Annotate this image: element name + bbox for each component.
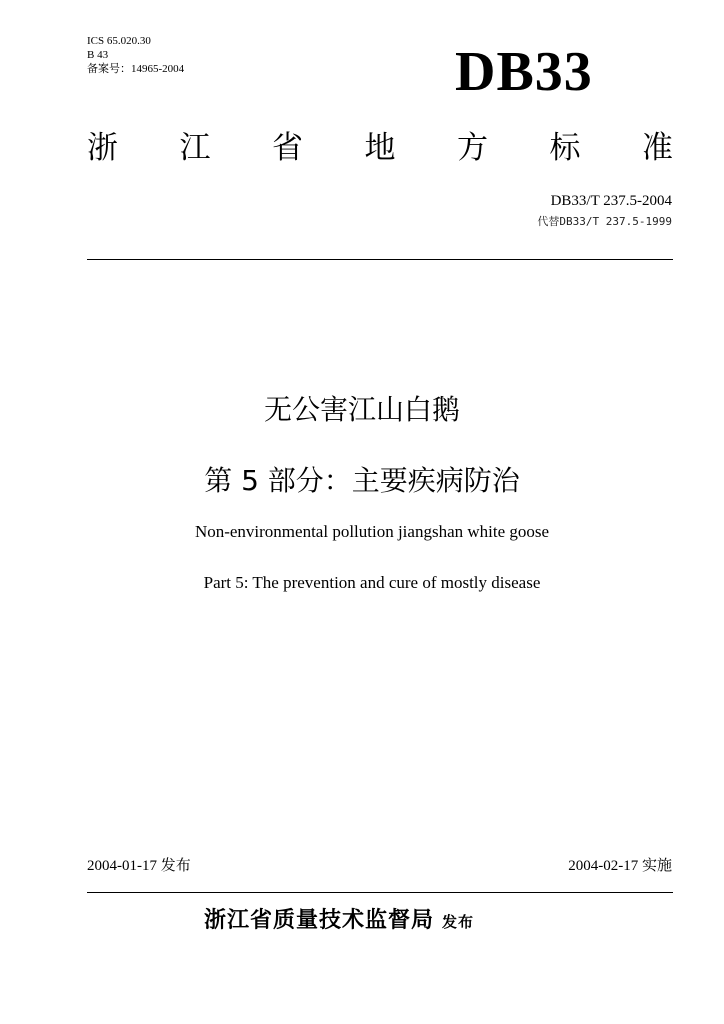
ics-code: ICS 65.020.30 — [87, 35, 151, 47]
standard-type-heading — [87, 128, 673, 168]
title-english: Non-environmental pollution jiangshan white goose — [194, 522, 550, 541]
title-chinese: 无公害江山白鹅 — [263, 393, 460, 426]
subtitle-english: Part 5: The prevention and cure of mostly disease — [203, 573, 541, 592]
bottom-divider — [87, 892, 673, 893]
standard-type-char: 浙 — [87, 130, 118, 166]
document-meta — [87, 34, 184, 76]
standard-type-char: 方 — [457, 130, 488, 166]
standard-type-char: 地 — [364, 130, 396, 166]
replaces-standard: 代替DB33/T 237.5-1999 — [537, 215, 672, 228]
standard-type-char: 省 — [272, 130, 303, 166]
standard-code-logo: DB33 — [455, 41, 593, 103]
standard-type-char: 江 — [179, 130, 211, 166]
issuer-name: 浙江省质量技术监督局 — [204, 908, 435, 933]
issuing-authority — [204, 903, 474, 934]
issue-word: 发布 — [442, 913, 475, 931]
subtitle-chinese: 第 5 部分：主要疾病防治 — [204, 464, 520, 497]
record-number: 备案号：14965-2004 — [87, 63, 185, 75]
class-code: B 43 — [87, 49, 109, 61]
top-divider — [87, 259, 673, 260]
implementation-date: 2004-02-17 实施 — [568, 858, 672, 874]
standard-number: DB33/T 237.5-2004 — [550, 193, 672, 209]
issue-date: 2004-01-17 发布 — [87, 858, 191, 874]
standard-type-char: 标 — [549, 130, 581, 166]
standard-type-char: 准 — [642, 130, 673, 166]
